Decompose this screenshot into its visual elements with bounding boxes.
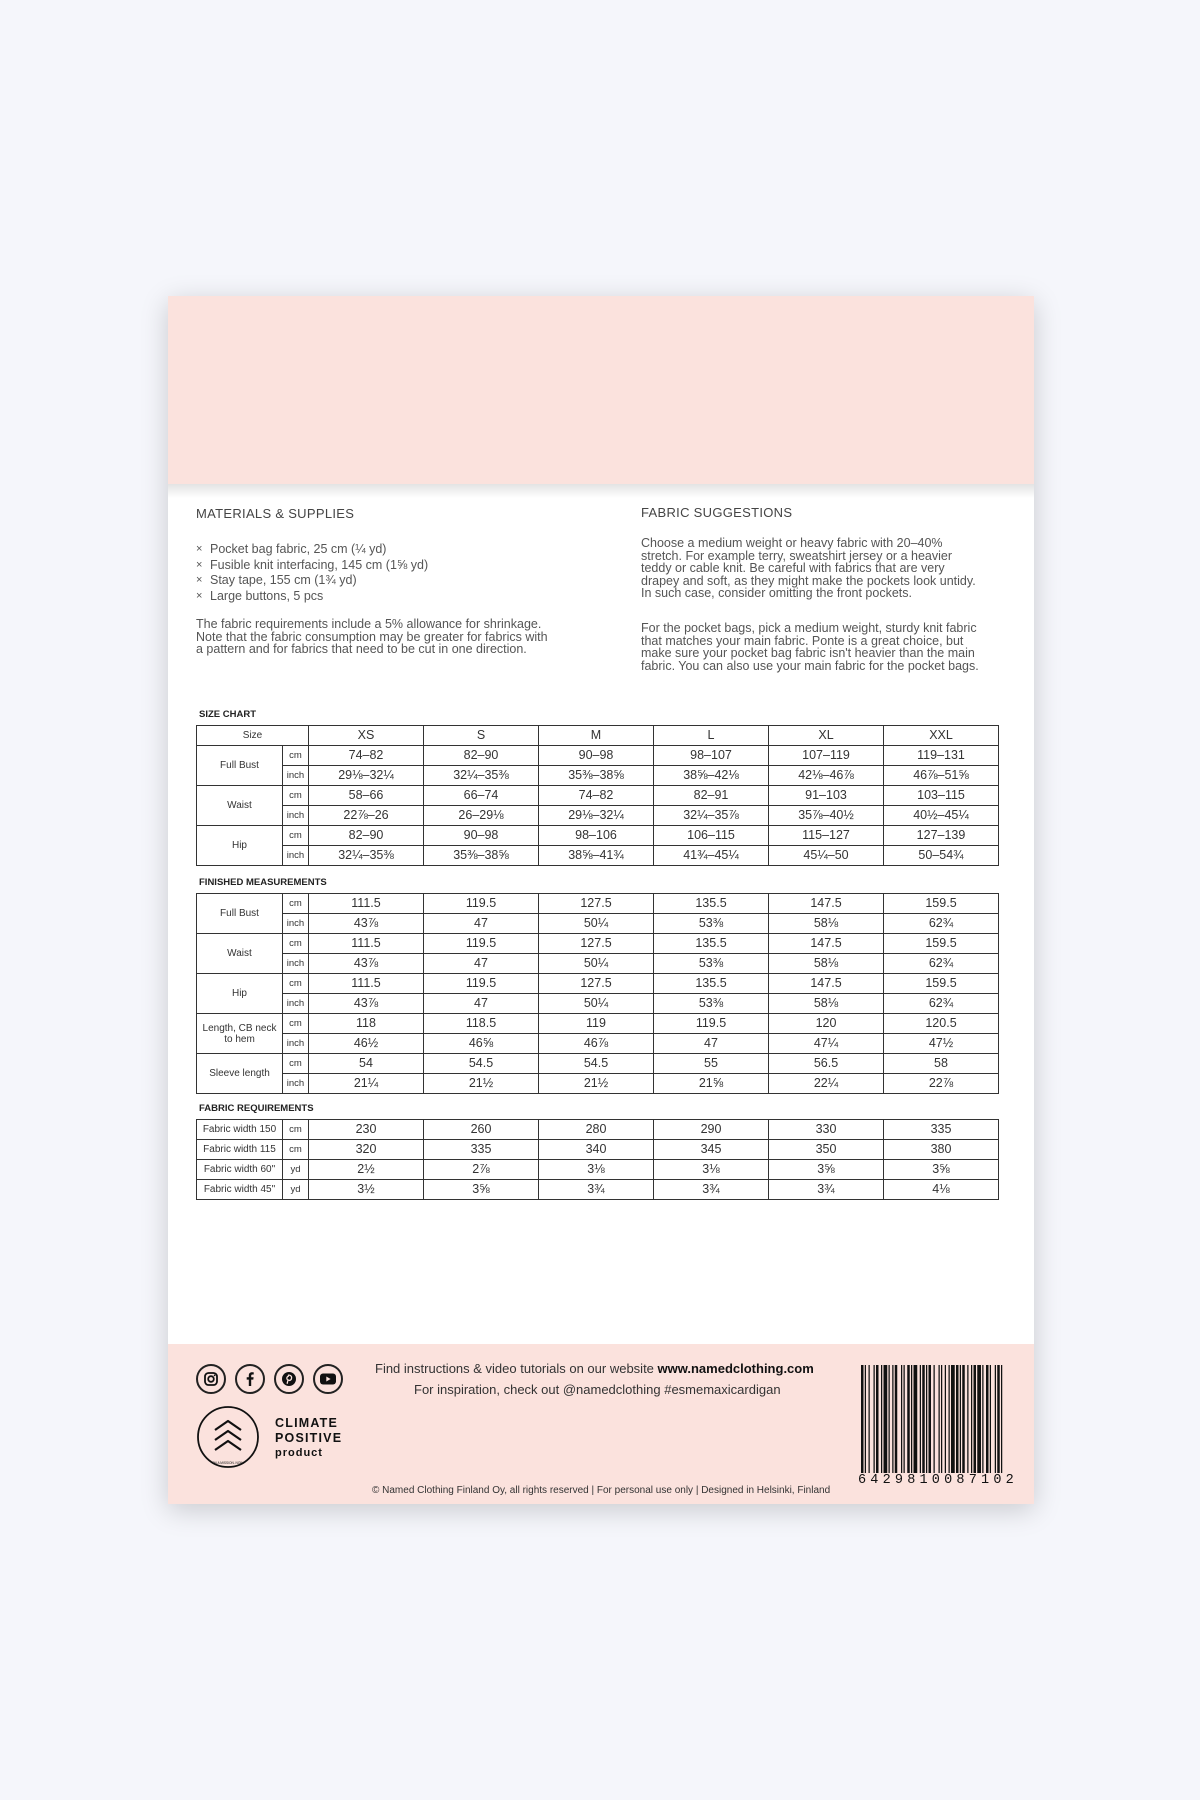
value-cell: 91–103 bbox=[769, 786, 884, 806]
value-cell: 3⅝ bbox=[424, 1180, 539, 1200]
value-cell: 103–115 bbox=[884, 786, 999, 806]
value-cell: 119.5 bbox=[424, 894, 539, 914]
list-item: × Pocket bag fabric, 25 cm (¼ yd) bbox=[196, 542, 387, 556]
list-item: × Large buttons, 5 pcs bbox=[196, 588, 324, 603]
value-cell: 98–107 bbox=[654, 746, 769, 766]
measurement-label: Hip bbox=[197, 826, 283, 866]
value-cell: 46⅞ bbox=[539, 1034, 654, 1054]
table-row bbox=[197, 746, 999, 766]
size-column-header: XL bbox=[769, 726, 884, 746]
measurement-label: Waist bbox=[197, 786, 283, 826]
materials-title: MATERIALS & SUPPLIES bbox=[196, 506, 355, 521]
website-link[interactable]: www.namedclothing.com bbox=[657, 1361, 814, 1376]
size-chart-table bbox=[196, 725, 999, 866]
value-cell: 26–29⅛ bbox=[424, 806, 539, 826]
value-cell: 98–106 bbox=[539, 826, 654, 846]
value-cell: 53⅜ bbox=[654, 954, 769, 974]
table-row bbox=[197, 1074, 999, 1094]
value-cell: 58⅛ bbox=[769, 914, 884, 934]
table-row bbox=[197, 786, 999, 806]
value-cell: 22⅞–26 bbox=[309, 806, 424, 826]
value-cell: 47 bbox=[424, 954, 539, 974]
unit-cell: yd bbox=[283, 1180, 309, 1200]
climate-text-3: product bbox=[275, 1447, 323, 1459]
value-cell: 62¾ bbox=[884, 954, 999, 974]
value-cell: 54.5 bbox=[424, 1054, 539, 1074]
value-cell: 47 bbox=[424, 914, 539, 934]
value-cell: 159.5 bbox=[884, 974, 999, 994]
unit-cell: cm bbox=[283, 974, 309, 994]
top-pink-band bbox=[168, 296, 1034, 484]
value-cell: 230 bbox=[309, 1120, 424, 1140]
value-cell: 119–131 bbox=[884, 746, 999, 766]
value-cell: 119.5 bbox=[424, 974, 539, 994]
value-cell: 118 bbox=[309, 1014, 424, 1034]
value-cell: 340 bbox=[539, 1140, 654, 1160]
value-cell: 35⅜–38⅝ bbox=[424, 846, 539, 866]
value-cell: 345 bbox=[654, 1140, 769, 1160]
table-row bbox=[197, 954, 999, 974]
value-cell: 40½–45¼ bbox=[884, 806, 999, 826]
value-cell: 29⅛–32¼ bbox=[539, 806, 654, 826]
measurement-label: Full Bust bbox=[197, 894, 283, 934]
size-column-header: S bbox=[424, 726, 539, 746]
value-cell: 3⅛ bbox=[654, 1160, 769, 1180]
value-cell: 22¼ bbox=[769, 1074, 884, 1094]
value-cell: 147.5 bbox=[769, 894, 884, 914]
value-cell: 335 bbox=[424, 1140, 539, 1160]
value-cell: 260 bbox=[424, 1120, 539, 1140]
climate-positive-logo bbox=[196, 1404, 356, 1470]
bullet-x-icon: × bbox=[196, 574, 203, 586]
value-cell: 38⅝–42⅛ bbox=[654, 766, 769, 786]
value-cell: 66–74 bbox=[424, 786, 539, 806]
unit-cell: cm bbox=[283, 1120, 309, 1140]
fabric-paragraph-1: Choose a medium weight or heavy fabric with 20–40% stretch. For example terry, sweatshirt jersey or a heavier teddy or cable knit. Be careful with fabrics that are very drapey and soft, as they might make the pockets look untidy. In such case, consider omitting the front pockets. bbox=[641, 536, 976, 600]
value-cell: 280 bbox=[539, 1120, 654, 1140]
materials-note: The fabric requirements include a 5% allowance for shrinkage. Note that the fabric consumption may be greater for fabrics with a pattern and for fabrics that need to be cut in one direction. bbox=[196, 617, 548, 656]
value-cell: 56.5 bbox=[769, 1054, 884, 1074]
value-cell: 330 bbox=[769, 1120, 884, 1140]
value-cell: 135.5 bbox=[654, 894, 769, 914]
unit-cell: yd bbox=[283, 1160, 309, 1180]
value-cell: 2½ bbox=[309, 1160, 424, 1180]
value-cell: 111.5 bbox=[309, 934, 424, 954]
value-cell: 90–98 bbox=[539, 746, 654, 766]
value-cell: 22⅞ bbox=[884, 1074, 999, 1094]
fabric-width-label: Fabric width 150 bbox=[197, 1120, 283, 1140]
fabric-requirements-table bbox=[196, 1119, 999, 1200]
value-cell: 32¼–35⅜ bbox=[424, 766, 539, 786]
value-cell: 3¾ bbox=[654, 1180, 769, 1200]
value-cell: 120 bbox=[769, 1014, 884, 1034]
value-cell: 3½ bbox=[309, 1180, 424, 1200]
value-cell: 120.5 bbox=[884, 1014, 999, 1034]
value-cell: 54.5 bbox=[539, 1054, 654, 1074]
value-cell: 111.5 bbox=[309, 894, 424, 914]
unit-cell: inch bbox=[283, 1074, 309, 1094]
table-row bbox=[197, 1120, 999, 1140]
climate-positive-badge bbox=[196, 1404, 356, 1475]
value-cell: 43⅞ bbox=[309, 954, 424, 974]
value-cell: 159.5 bbox=[884, 894, 999, 914]
unit-cell: cm bbox=[283, 1014, 309, 1034]
value-cell: 21½ bbox=[539, 1074, 654, 1094]
value-cell: 62¾ bbox=[884, 994, 999, 1014]
measurement-label: Waist bbox=[197, 934, 283, 974]
measurement-label: Hip bbox=[197, 974, 283, 1014]
table-row bbox=[197, 1054, 999, 1074]
unit-cell: inch bbox=[283, 954, 309, 974]
value-cell: 21½ bbox=[424, 1074, 539, 1094]
value-cell: 135.5 bbox=[654, 974, 769, 994]
value-cell: 21⅝ bbox=[654, 1074, 769, 1094]
value-cell: 3⅝ bbox=[769, 1160, 884, 1180]
footer-inspiration-line: For inspiration, check out @namedclothing #esmemaxicardigan bbox=[414, 1382, 781, 1397]
climate-text-2: POSITIVE bbox=[275, 1431, 343, 1445]
value-cell: 62¾ bbox=[884, 914, 999, 934]
value-cell: 82–90 bbox=[424, 746, 539, 766]
value-cell: 46⅞–51⅝ bbox=[884, 766, 999, 786]
size-column-header: L bbox=[654, 726, 769, 746]
value-cell: 46⅝ bbox=[424, 1034, 539, 1054]
unit-cell: inch bbox=[283, 914, 309, 934]
climate-ring-text: ON A MISSION. NOW. bbox=[211, 1461, 245, 1465]
value-cell: 58 bbox=[884, 1054, 999, 1074]
pinterest-icon[interactable] bbox=[274, 1364, 304, 1394]
bullet-x-icon: × bbox=[196, 589, 203, 602]
table-row bbox=[197, 806, 999, 826]
size-column-header: M bbox=[539, 726, 654, 746]
measurement-label: Sleeve length bbox=[197, 1054, 283, 1094]
value-cell: 47¼ bbox=[769, 1034, 884, 1054]
list-item: × Fusible knit interfacing, 145 cm (1⅝ yd) bbox=[196, 557, 429, 572]
value-cell: 82–91 bbox=[654, 786, 769, 806]
value-cell: 35⅞–40½ bbox=[769, 806, 884, 826]
value-cell: 32¼–35⅜ bbox=[309, 846, 424, 866]
value-cell: 54 bbox=[309, 1054, 424, 1074]
value-cell: 21¼ bbox=[309, 1074, 424, 1094]
value-cell: 50–54¾ bbox=[884, 846, 999, 866]
unit-cell: cm bbox=[283, 894, 309, 914]
value-cell: 135.5 bbox=[654, 934, 769, 954]
size-header-cell: Size bbox=[197, 726, 309, 746]
value-cell: 43⅞ bbox=[309, 914, 424, 934]
climate-text-1: CLIMATE bbox=[275, 1416, 339, 1430]
value-cell: 38⅝–41¾ bbox=[539, 846, 654, 866]
value-cell: 107–119 bbox=[769, 746, 884, 766]
value-cell: 119.5 bbox=[654, 1014, 769, 1034]
value-cell: 2⅞ bbox=[424, 1160, 539, 1180]
table-row bbox=[197, 974, 999, 994]
table-row bbox=[197, 994, 999, 1014]
table-row bbox=[197, 846, 999, 866]
value-cell: 290 bbox=[654, 1120, 769, 1140]
bullet-x-icon: × bbox=[196, 543, 203, 555]
unit-cell: cm bbox=[283, 934, 309, 954]
value-cell: 119.5 bbox=[424, 934, 539, 954]
value-cell: 127–139 bbox=[884, 826, 999, 846]
value-cell: 127.5 bbox=[539, 894, 654, 914]
value-cell: 50¼ bbox=[539, 994, 654, 1014]
table-row bbox=[197, 934, 999, 954]
unit-cell: inch bbox=[283, 846, 309, 866]
bullet-x-icon: × bbox=[196, 558, 203, 571]
value-cell: 3⅝ bbox=[884, 1160, 999, 1180]
value-cell: 147.5 bbox=[769, 974, 884, 994]
social-icons bbox=[196, 1364, 343, 1394]
value-cell: 119 bbox=[539, 1014, 654, 1034]
measurement-label: Length, CB neck to hem bbox=[197, 1014, 283, 1054]
unit-cell: inch bbox=[283, 766, 309, 786]
materials-list bbox=[196, 542, 428, 604]
instagram-icon[interactable] bbox=[196, 1364, 226, 1394]
unit-cell: cm bbox=[283, 786, 309, 806]
pattern-back-cover bbox=[168, 296, 1034, 1504]
value-cell: 4⅛ bbox=[884, 1180, 999, 1200]
fabric-width-label: Fabric width 45" bbox=[197, 1180, 283, 1200]
fold-shadow bbox=[168, 484, 1034, 498]
value-cell: 46½ bbox=[309, 1034, 424, 1054]
value-cell: 58–66 bbox=[309, 786, 424, 806]
value-cell: 47½ bbox=[884, 1034, 999, 1054]
unit-cell: inch bbox=[283, 994, 309, 1014]
value-cell: 55 bbox=[654, 1054, 769, 1074]
table-row bbox=[197, 1014, 999, 1034]
barcode-number: 6429810087102 bbox=[858, 1473, 1018, 1488]
value-cell: 147.5 bbox=[769, 934, 884, 954]
unit-cell: inch bbox=[283, 806, 309, 826]
fabric-requirements-title: FABRIC REQUIREMENTS bbox=[199, 1103, 314, 1114]
size-column-header: XXL bbox=[884, 726, 999, 746]
table-row bbox=[197, 766, 999, 786]
unit-cell: inch bbox=[283, 1034, 309, 1054]
measurement-label: Full Bust bbox=[197, 746, 283, 786]
value-cell: 35⅜–38⅝ bbox=[539, 766, 654, 786]
table-row bbox=[197, 1034, 999, 1054]
facebook-icon[interactable] bbox=[235, 1364, 265, 1394]
value-cell: 32¼–35⅞ bbox=[654, 806, 769, 826]
value-cell: 42⅛–46⅞ bbox=[769, 766, 884, 786]
barcode bbox=[861, 1365, 1005, 1473]
fabric-width-label: Fabric width 115 bbox=[197, 1140, 283, 1160]
value-cell: 127.5 bbox=[539, 974, 654, 994]
value-cell: 115–127 bbox=[769, 826, 884, 846]
value-cell: 380 bbox=[884, 1140, 999, 1160]
value-cell: 111.5 bbox=[309, 974, 424, 994]
value-cell: 335 bbox=[884, 1120, 999, 1140]
value-cell: 159.5 bbox=[884, 934, 999, 954]
value-cell: 350 bbox=[769, 1140, 884, 1160]
value-cell: 41¾–45¼ bbox=[654, 846, 769, 866]
value-cell: 53⅜ bbox=[654, 914, 769, 934]
finished-measurements-table bbox=[196, 893, 999, 1094]
unit-cell: cm bbox=[283, 1054, 309, 1074]
value-cell: 74–82 bbox=[539, 786, 654, 806]
value-cell: 320 bbox=[309, 1140, 424, 1160]
size-chart-title: SIZE CHART bbox=[199, 709, 256, 720]
copyright-text: © Named Clothing Finland Oy, all rights reserved | For personal use only | Designed in Helsinki, Finland bbox=[372, 1485, 831, 1496]
value-cell: 127.5 bbox=[539, 934, 654, 954]
value-cell: 58⅛ bbox=[769, 994, 884, 1014]
value-cell: 58⅛ bbox=[769, 954, 884, 974]
value-cell: 106–115 bbox=[654, 826, 769, 846]
table-row bbox=[197, 826, 999, 846]
table-row bbox=[197, 914, 999, 934]
youtube-icon[interactable] bbox=[313, 1364, 343, 1394]
value-cell: 29⅛–32¼ bbox=[309, 766, 424, 786]
list-item: × Stay tape, 155 cm (1¾ yd) bbox=[196, 573, 357, 587]
unit-cell: cm bbox=[283, 826, 309, 846]
table-row bbox=[197, 1180, 999, 1200]
value-cell: 118.5 bbox=[424, 1014, 539, 1034]
size-column-header: XS bbox=[309, 726, 424, 746]
value-cell: 50¼ bbox=[539, 914, 654, 934]
footer-website-line: Find instructions & video tutorials on our website www.namedclothing.com bbox=[375, 1361, 814, 1376]
footer-band bbox=[168, 1344, 1034, 1504]
value-cell: 3¾ bbox=[769, 1180, 884, 1200]
value-cell: 47 bbox=[654, 1034, 769, 1054]
value-cell: 3¾ bbox=[539, 1180, 654, 1200]
value-cell: 45¼–50 bbox=[769, 846, 884, 866]
fabric-suggestions-title: FABRIC SUGGESTIONS bbox=[641, 505, 793, 520]
value-cell: 82–90 bbox=[309, 826, 424, 846]
table-row bbox=[197, 1160, 999, 1180]
value-cell: 50¼ bbox=[539, 954, 654, 974]
value-cell: 90–98 bbox=[424, 826, 539, 846]
table-row bbox=[197, 894, 999, 914]
value-cell: 43⅞ bbox=[309, 994, 424, 1014]
value-cell: 53⅜ bbox=[654, 994, 769, 1014]
table-header-row bbox=[197, 726, 999, 746]
fabric-width-label: Fabric width 60" bbox=[197, 1160, 283, 1180]
unit-cell: cm bbox=[283, 746, 309, 766]
value-cell: 47 bbox=[424, 994, 539, 1014]
table-row bbox=[197, 1140, 999, 1160]
value-cell: 74–82 bbox=[309, 746, 424, 766]
fabric-paragraph-2: For the pocket bags, pick a medium weight, sturdy knit fabric that matches your main fabric. Ponte is a great choice, but make sure your pocket bag fabric isn't heavier than the main fabric. You can also use your main fabric for the pocket bags. bbox=[641, 621, 979, 673]
value-cell: 3⅛ bbox=[539, 1160, 654, 1180]
finished-measurements-title: FINISHED MEASUREMENTS bbox=[199, 877, 327, 888]
unit-cell: cm bbox=[283, 1140, 309, 1160]
